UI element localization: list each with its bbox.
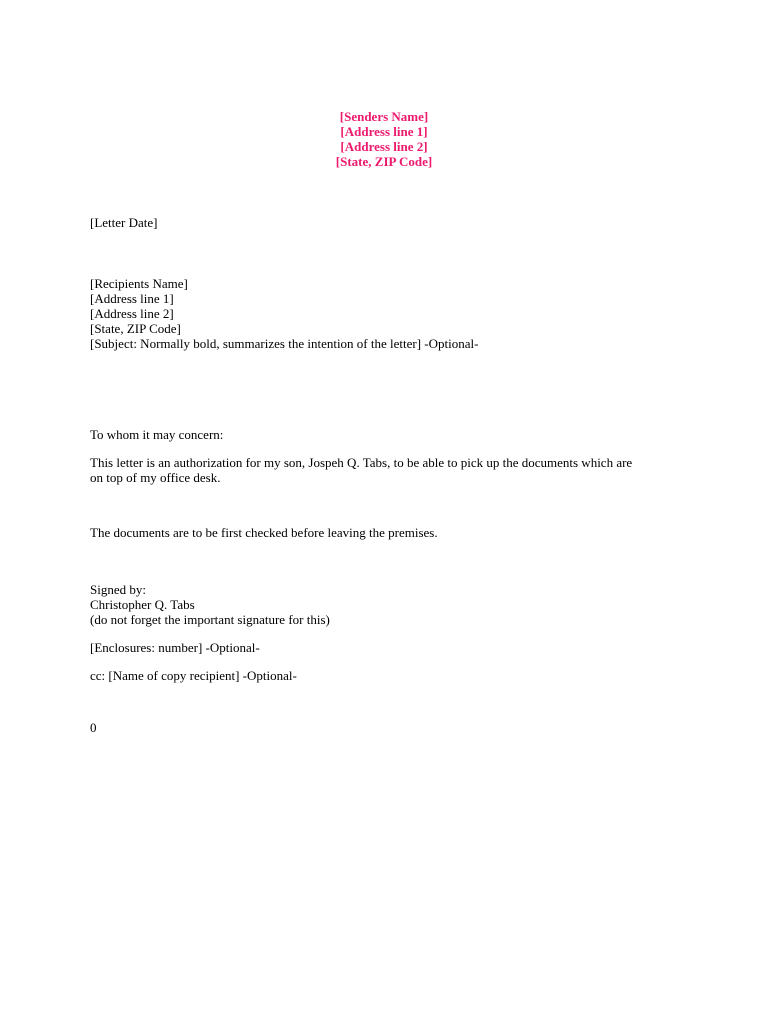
- enclosures-block: [90, 640, 710, 655]
- signer-name: Christopher Q. Tabs: [90, 597, 195, 612]
- signed-by-label: Signed by:: [90, 582, 146, 597]
- cc-line: cc: [Name of copy recipient] -Optional-: [90, 668, 297, 683]
- letter-date: [Letter Date]: [90, 215, 158, 230]
- sender-address-line-2: [Address line 2]: [340, 139, 428, 154]
- salutation-block: [90, 427, 710, 442]
- body-paragraph-1-line-2: on top of my office desk.: [90, 470, 221, 485]
- signature-note: (do not forget the important signature for this): [90, 612, 330, 627]
- enclosures-line: [Enclosures: number] -Optional-: [90, 640, 260, 655]
- letter-date-block: [90, 215, 710, 230]
- sender-state-zip: [State, ZIP Code]: [335, 154, 433, 169]
- signature-block: [90, 582, 710, 627]
- recipient-block: [90, 276, 710, 351]
- page-number: 0: [90, 720, 97, 735]
- salutation: To whom it may concern:: [90, 427, 224, 442]
- body-paragraph-2-text: The documents are to be first checked before leaving the premises.: [90, 525, 438, 540]
- body-paragraph-2: [90, 525, 710, 540]
- recipient-address-line-1: [Address line 1]: [90, 291, 174, 306]
- recipient-address-line-2: [Address line 2]: [90, 306, 174, 321]
- sender-block: [0, 109, 768, 169]
- recipient-name: [Recipients Name]: [90, 276, 188, 291]
- subject-line: [Subject: Normally bold, summarizes the intention of the letter] -Optional-: [90, 336, 479, 351]
- body-paragraph-1: [90, 455, 710, 485]
- body-paragraph-1-line-1: This letter is an authorization for my son, Jospeh Q. Tabs, to be able to pick up the documents which are: [90, 455, 633, 470]
- recipient-state-zip: [State, ZIP Code]: [90, 321, 181, 336]
- sender-address-line-1: [Address line 1]: [340, 124, 428, 139]
- cc-block: [90, 668, 710, 683]
- page-number-block: [90, 720, 710, 735]
- sender-name: [Senders Name]: [339, 109, 429, 124]
